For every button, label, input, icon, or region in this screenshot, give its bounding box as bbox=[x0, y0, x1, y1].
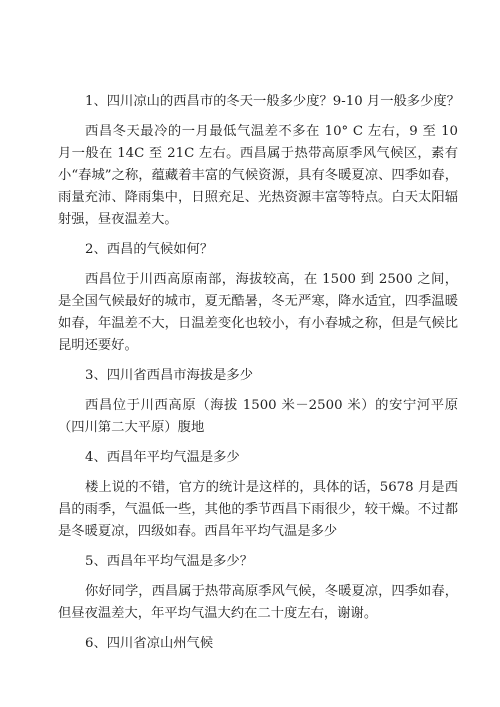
answer-paragraph: 楼上说的不错，官方的统计是这样的，具体的话，5678 月是西昌的雨季，气温低一些，其他的季节西昌下雨很少，较干燥。不过都是冬暖夏凉，四级如春。西昌年平均气温是多少 bbox=[58, 480, 458, 539]
question-heading: 4、西昌年平均气温是多少 bbox=[85, 450, 240, 465]
answer-paragraph: 西昌冬天最冷的一月最低气温差不多在 10° C 左右，9 至 10 月一般在 14C 至 21C 左右。西昌属于热带高原季风气候区，素有小“春城”之称，蕴藏着丰富的气候资源，具有冬暖夏凉、四季如春，雨量充沛、降雨集中，日照充足、光热资源丰富等特点。白天太阳辐射强，昼夜温差大。 bbox=[58, 124, 458, 227]
qa-item-3 bbox=[58, 365, 458, 439]
answer-paragraph: 西昌位于川西高原（海拔 1500 米－2500 米）的安宁河平原（四川第二大平原）腹地 bbox=[58, 398, 458, 435]
qa-item-1 bbox=[58, 91, 458, 231]
qa-item-2 bbox=[58, 239, 458, 357]
qa-item-5 bbox=[58, 551, 458, 625]
answer-paragraph: 西昌位于川西高原南部，海拔较高，在 1500 到 2500 之间，是全国气候最好的城市，夏无酷暑，冬无严寒，降水适宜，四季温暖如春，年温差不大，日温差变化也较小，有小春城之称，但是气候比昆明还要好。 bbox=[58, 272, 458, 353]
question-heading: 6、四川省凉山州气候 bbox=[85, 636, 214, 651]
document-body bbox=[58, 91, 458, 663]
question-heading: 2、西昌的气候如何？ bbox=[85, 242, 214, 257]
qa-item-6 bbox=[58, 633, 458, 655]
question-heading: 3、四川省西昌市海拔是多少 bbox=[85, 368, 254, 383]
answer-paragraph: 你好同学，西昌属于热带高原季风气候，冬暖夏凉，四季如春，但昼夜温差大，年平均气温大约在二十度左右，谢谢。 bbox=[58, 584, 458, 621]
question-heading: 1、四川凉山的西昌市的冬天一般多少度？9-10 月一般多少度？ bbox=[85, 94, 460, 109]
qa-item-4 bbox=[58, 447, 458, 543]
question-heading: 5、西昌年平均气温是多少？ bbox=[85, 554, 254, 569]
